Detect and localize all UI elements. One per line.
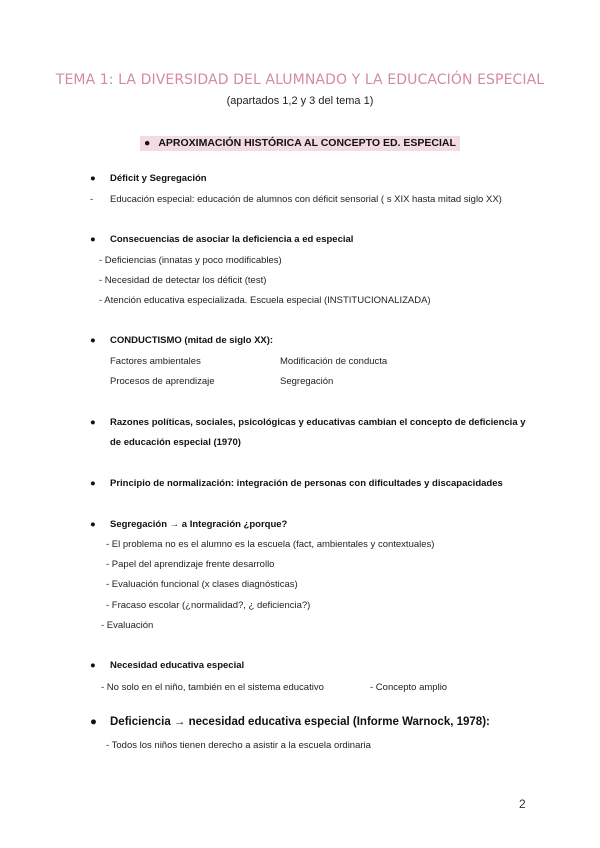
heading-razones-line1: Razones políticas, sociales, psicológicas y educativas cambian el concepto de deficiencia y bbox=[110, 417, 526, 428]
segregacion-item: - Papel del aprendizaje frente desarrollo bbox=[106, 559, 275, 570]
heading-necesidad-text: Necesidad educativa especial bbox=[110, 660, 245, 671]
heading-razones-line2: de educación especial (1970) bbox=[110, 437, 241, 448]
heading-consecuencias bbox=[90, 234, 353, 245]
heading-deficit-text: Déficit y Segregación bbox=[110, 173, 207, 184]
segregacion-item: - Evaluación funcional (x clases diagnósticas) bbox=[106, 579, 298, 590]
bullet-icon: ● bbox=[144, 137, 151, 149]
deficit-line: Educación especial: educación de alumnos con déficit sensorial ( s XIX hasta mitad siglo XX) bbox=[110, 194, 502, 205]
heading-conductismo-text: CONDUCTISMO (mitad de siglo XX): bbox=[110, 335, 274, 346]
heading-segregacion bbox=[90, 519, 287, 530]
section-heading-highlight bbox=[140, 136, 460, 151]
bullet-icon: ● bbox=[90, 660, 96, 671]
document-title: TEMA 1: LA DIVERSIDAD DEL ALUMNADO Y LA EDUCACIÓN ESPECIAL bbox=[55, 72, 545, 88]
bullet-icon: ● bbox=[90, 716, 97, 728]
heading-warnock-text: Deficiencia → necesidad educativa especial (Informe Warnock, 1978): bbox=[110, 716, 490, 728]
heading-segregacion-text: Segregación → a Integración ¿porque? bbox=[110, 519, 288, 530]
section-heading bbox=[140, 133, 460, 151]
warnock-item: - Todos los niños tienen derecho a asistir a la escuela ordinaria bbox=[106, 740, 371, 751]
heading-razones bbox=[90, 417, 526, 428]
bullet-icon: ● bbox=[90, 173, 96, 184]
heading-normalizacion-text: Principio de normalización: integración de personas con dificultades y discapacidades bbox=[110, 478, 503, 489]
heading-normalizacion bbox=[90, 478, 503, 489]
heading-conductismo bbox=[90, 335, 273, 346]
bullet-icon: ● bbox=[90, 519, 96, 530]
necesidad-item-right: - Concepto amplio bbox=[370, 682, 448, 693]
bullet-icon: ● bbox=[90, 335, 96, 346]
segregacion-item-evaluacion: - Evaluación bbox=[101, 620, 154, 631]
deficit-dash: - bbox=[90, 194, 94, 205]
conductismo-col2-item: Segregación bbox=[280, 376, 334, 387]
consecuencias-item: - Deficiencias (innatas y poco modificables) bbox=[99, 255, 282, 266]
conductismo-col1-item: Procesos de aprendizaje bbox=[110, 376, 215, 387]
bullet-icon: ● bbox=[90, 417, 96, 428]
section-heading-text: APROXIMACIÓN HISTÓRICA AL CONCEPTO ED. ESPECIAL bbox=[158, 137, 456, 149]
conductismo-col2-item: Modificación de conducta bbox=[280, 356, 388, 367]
segregacion-item: - El problema no es el alumno es la escuela (fact, ambientales y contextuales) bbox=[106, 539, 435, 550]
conductismo-col1-item: Factores ambientales bbox=[110, 356, 201, 367]
bullet-icon: ● bbox=[90, 234, 96, 245]
segregacion-item: - Fracaso escolar (¿normalidad?, ¿ deficiencia?) bbox=[106, 600, 311, 611]
document-subtitle: (apartados 1,2 y 3 del tema 1) bbox=[226, 95, 374, 107]
heading-necesidad bbox=[90, 660, 244, 671]
necesidad-item-left: - No solo en el niño, también en el sistema educativo bbox=[101, 682, 324, 693]
heading-warnock bbox=[90, 716, 490, 728]
heading-consecuencias-text: Consecuencias de asociar la deficiencia a ed especial bbox=[110, 234, 354, 245]
consecuencias-item: - Atención educativa especializada. Escuela especial (INSTITUCIONALIZADA) bbox=[99, 295, 431, 306]
bullet-icon: ● bbox=[90, 478, 96, 489]
consecuencias-item: - Necesidad de detectar los déficit (test) bbox=[99, 275, 267, 286]
page-number: 2 bbox=[519, 797, 526, 811]
heading-deficit bbox=[90, 173, 207, 184]
